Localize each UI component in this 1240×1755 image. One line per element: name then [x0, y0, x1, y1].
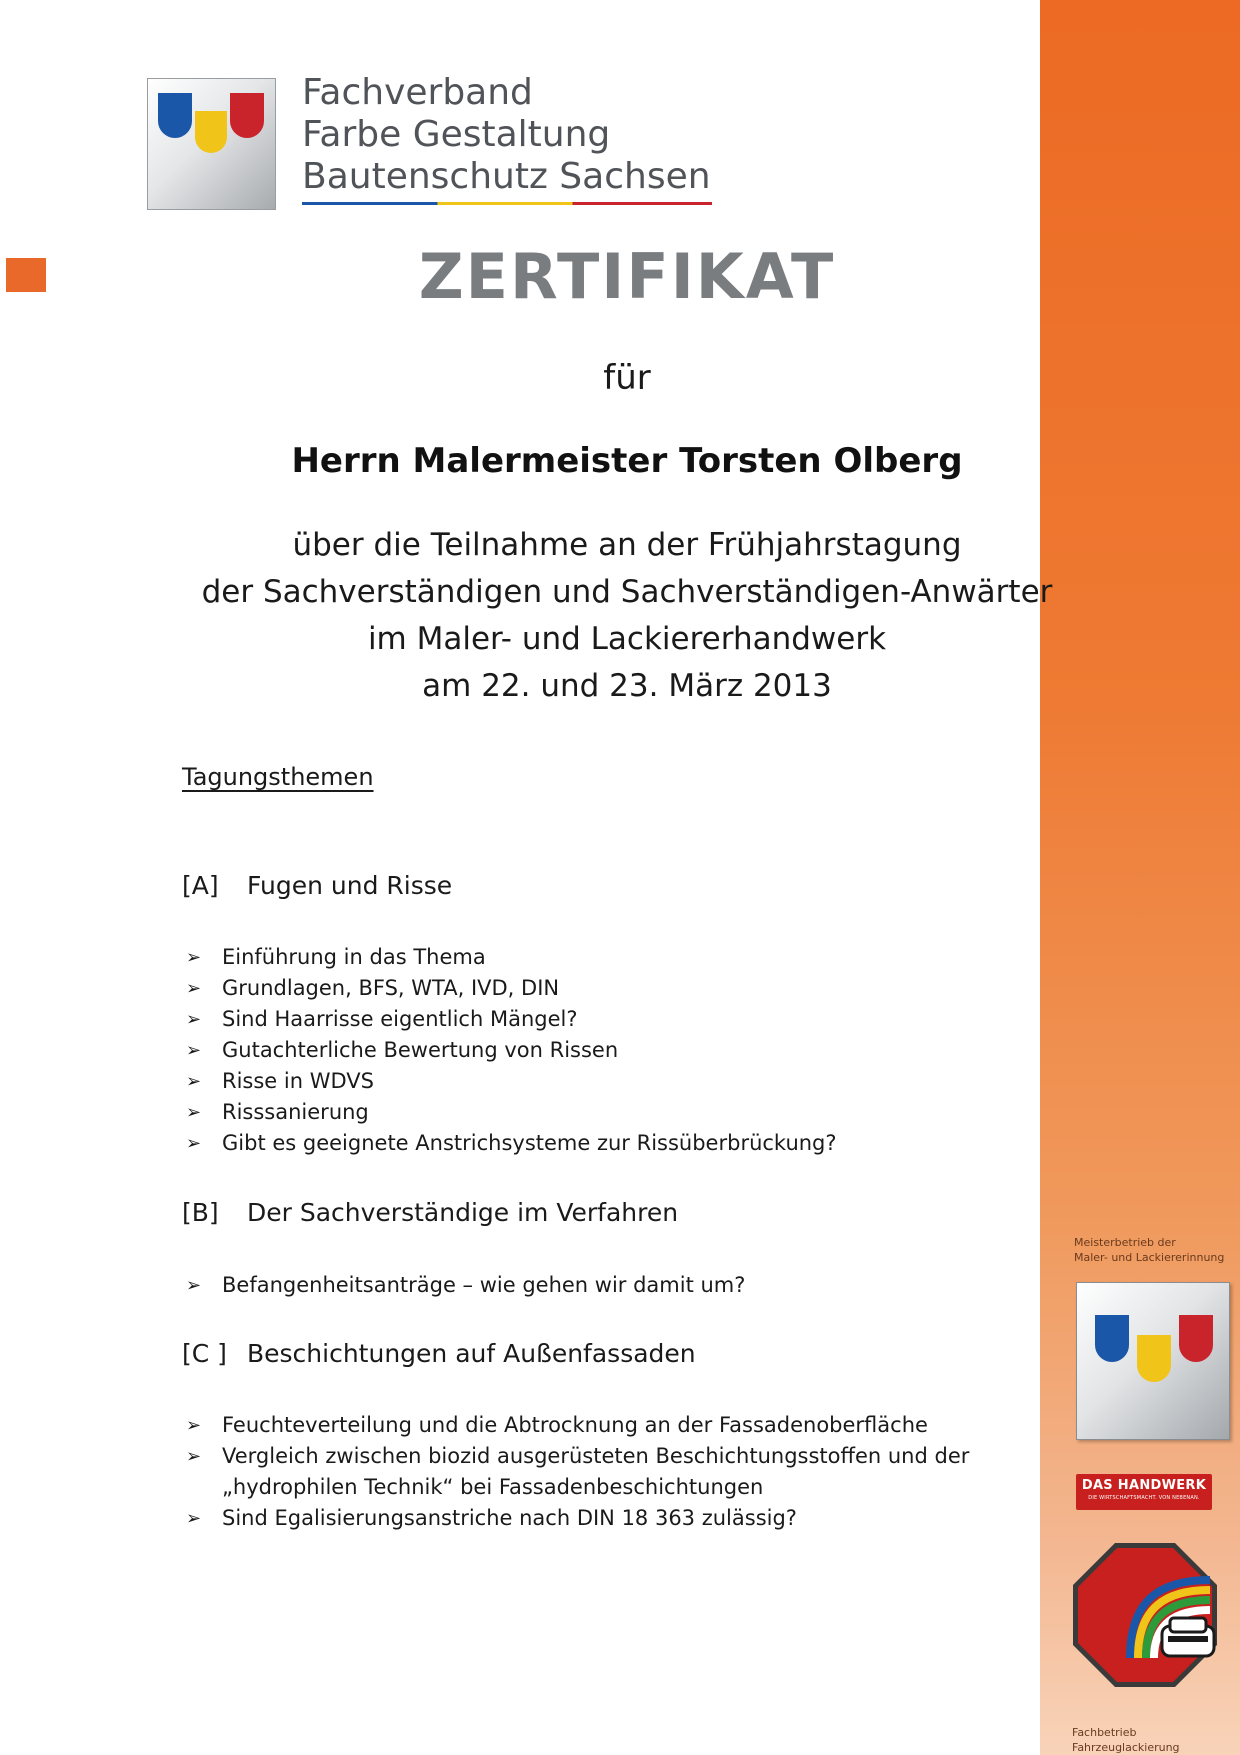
- arrowhead-bullet-icon: ➢: [186, 1133, 202, 1154]
- arrowhead-bullet-icon: ➢: [186, 1009, 202, 1030]
- list-item: ➢ Sind Haarrisse eigentlich Mängel?: [186, 1004, 837, 1035]
- tricolor-rule: [302, 202, 712, 205]
- arrowhead-bullet-icon: ➢: [186, 978, 202, 999]
- arrowhead-bullet-icon: ➢: [186, 1071, 202, 1092]
- guild-caption-line-2: Maler- und Lackiererinnung: [1074, 1251, 1225, 1264]
- three-shields-icon: [1077, 1283, 1229, 1439]
- arrowhead-bullet-icon: ➢: [186, 1275, 202, 1296]
- handwerk-tagline: DIE WIRTSCHAFTSMACHT. VON NEBENAN.: [1088, 1495, 1200, 1501]
- certificate-title: ZERTIFIKAT: [418, 240, 836, 313]
- participation-line-4: am 22. und 23. März 2013: [422, 668, 832, 704]
- section-b-code: [B]: [182, 1198, 219, 1227]
- arrowhead-bullet-icon: ➢: [186, 1446, 202, 1467]
- list-item: ➢ Einführung in das Thema: [186, 942, 837, 973]
- org-line-3: Bautenschutz Sachsen: [302, 156, 711, 197]
- list-item: ➢ Risse in WDVS: [186, 1066, 837, 1097]
- list-item-continuation: „hydrophilen Technik“ bei Fassadenbeschichtungen: [222, 1475, 764, 1499]
- participation-line-2: der Sachverständigen und Sachverständigen-Anwärter: [201, 574, 1053, 610]
- list-item: ➢ Grundlagen, BFS, WTA, IVD, DIN: [186, 973, 837, 1004]
- section-b-list: [186, 1270, 745, 1301]
- topics-heading: Tagungsthemen: [182, 763, 374, 791]
- list-item: ➢ Sind Egalisierungsanstriche nach DIN 18 363 zulässig?: [186, 1503, 969, 1534]
- for-label: für: [603, 358, 651, 398]
- section-a-title: Fugen und Risse: [247, 871, 453, 900]
- list-item: ➢ Vergleich zwischen biozid ausgerüsteten Beschichtungsstoffen und der „hydrophilen Technik“ bei Fassadenbeschichtungen: [186, 1441, 969, 1503]
- association-name: [302, 72, 712, 205]
- list-item: ➢ Gibt es geeignete Anstrichsysteme zur Rissüberbrückung?: [186, 1128, 837, 1159]
- participation-line-1: über die Teilnahme an der Frühjahrstagung: [292, 527, 962, 563]
- guild-shield-emblem: [1076, 1282, 1230, 1440]
- arrowhead-bullet-icon: ➢: [186, 1102, 202, 1123]
- arrowhead-bullet-icon: ➢: [186, 947, 202, 968]
- section-a-list: [186, 942, 837, 1159]
- org-line-2: Farbe Gestaltung: [302, 114, 611, 155]
- participation-line-3: im Maler- und Lackiererhandwerk: [367, 621, 887, 657]
- handwerk-title: DAS HANDWERK: [1081, 1478, 1207, 1493]
- recipient-name: Herrn Malermeister Torsten Olberg: [291, 441, 963, 481]
- section-b-title: Der Sachverständige im Verfahren: [247, 1198, 679, 1227]
- list-item: ➢ Risssanierung: [186, 1097, 837, 1128]
- section-c-title: Beschichtungen auf Außenfassaden: [247, 1339, 696, 1368]
- section-c-heading: [182, 1339, 696, 1368]
- three-shields-logo-icon: [148, 79, 275, 209]
- list-item: ➢ Befangenheitsanträge – wie gehen wir damit um?: [186, 1270, 745, 1301]
- participation-statement: [0, 522, 1240, 710]
- arrowhead-bullet-icon: ➢: [186, 1040, 202, 1061]
- arrowhead-bullet-icon: ➢: [186, 1415, 202, 1436]
- list-item: ➢ Feuchteverteilung und die Abtrocknung an der Fassadenoberfläche: [186, 1410, 969, 1441]
- section-a-heading: [182, 871, 452, 900]
- vehicle-painting-caption: Fachbetrieb Fahrzeuglackierung: [1072, 1726, 1180, 1754]
- arrowhead-bullet-icon: ➢: [186, 1508, 202, 1529]
- guild-caption-line-1: Meisterbetrieb der: [1074, 1236, 1176, 1249]
- section-c-list: [186, 1410, 969, 1534]
- association-logo: [147, 78, 276, 210]
- section-b-heading: [182, 1198, 678, 1227]
- car-painting-emblem-icon: [1070, 1540, 1220, 1690]
- list-item: ➢ Gutachterliche Bewertung von Rissen: [186, 1035, 837, 1066]
- section-c-code: [C ]: [182, 1339, 227, 1368]
- guild-caption: [1074, 1235, 1234, 1265]
- org-line-1: Fachverband: [302, 72, 533, 113]
- das-handwerk-badge: [1076, 1474, 1212, 1510]
- section-a-code: [A]: [182, 871, 219, 900]
